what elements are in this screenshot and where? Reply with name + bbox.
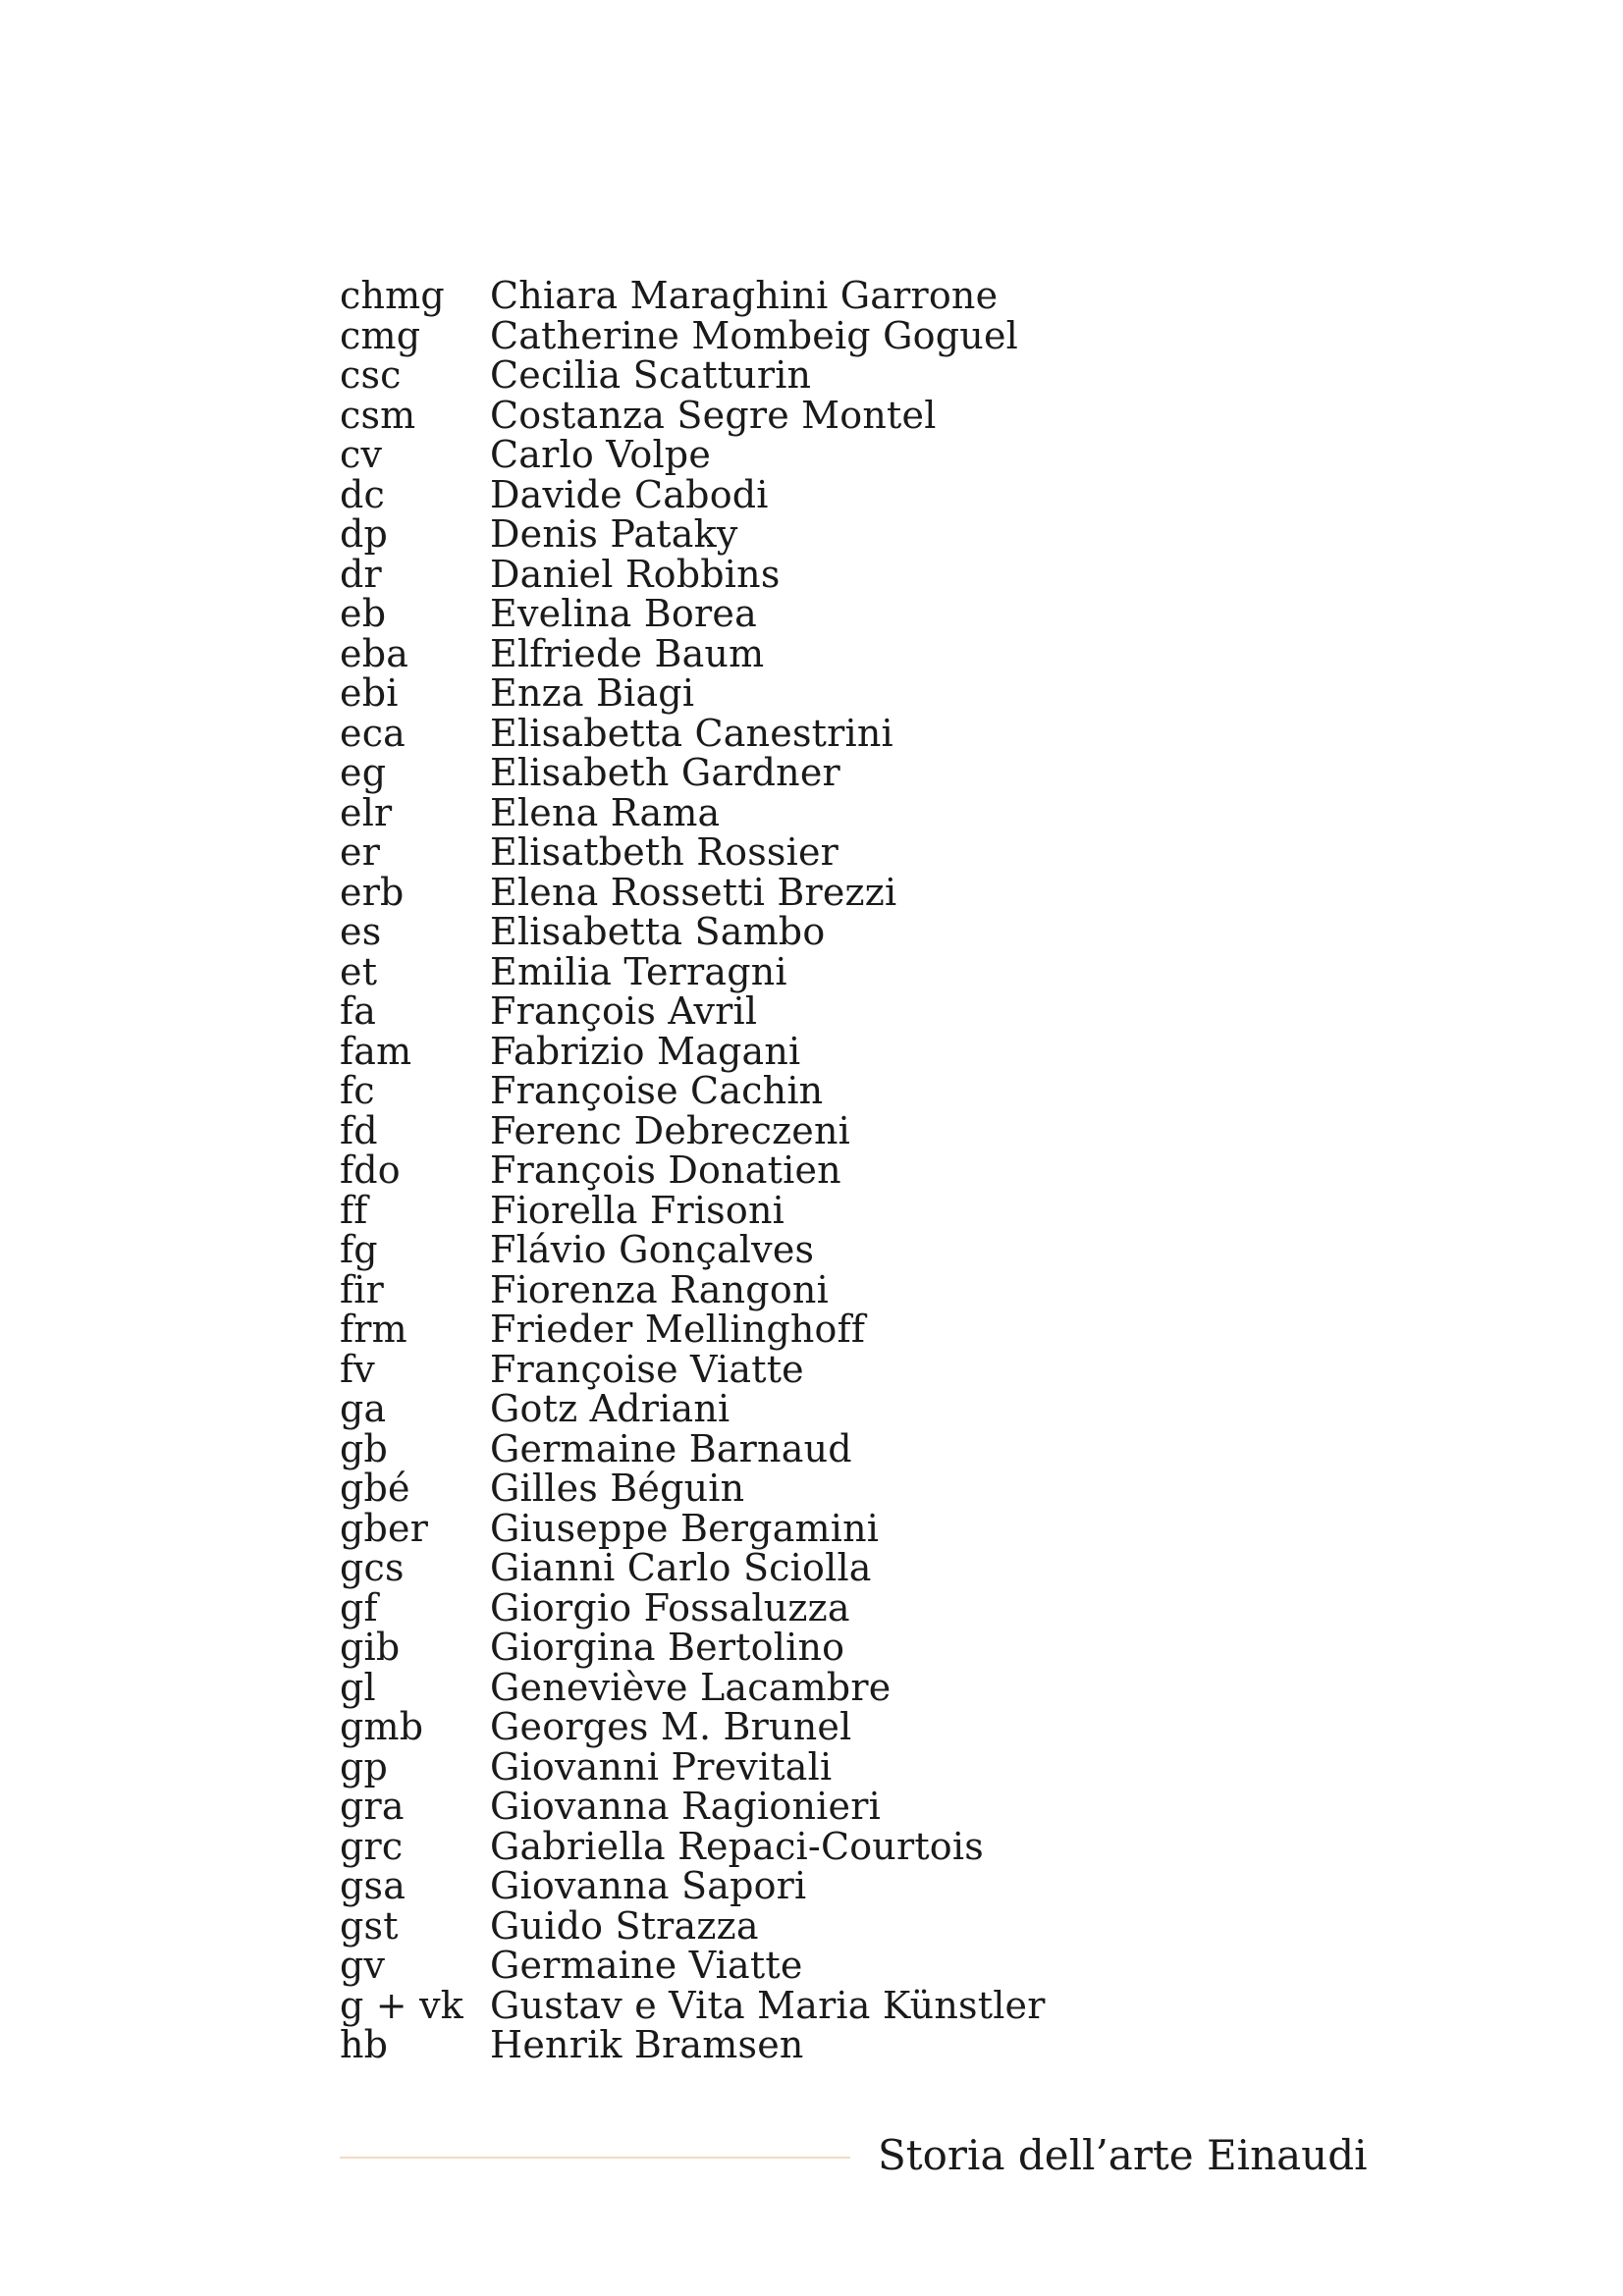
list-item: [340, 1903, 1322, 1948]
entry-abbreviation: gl: [340, 1665, 376, 1709]
list-item: [340, 355, 1322, 396]
list-item: [340, 1426, 1322, 1470]
entry-abbreviation: fir: [340, 1267, 384, 1311]
entry-abbreviation: chmg: [340, 274, 445, 317]
entry-name: Elisabeth Gardner: [490, 751, 840, 794]
entry-name: Ferenc Debreczeni: [490, 1108, 851, 1152]
list-item: [340, 393, 1322, 437]
footer-title: Storia dell’arte Einaudi: [878, 2131, 1368, 2179]
entry-abbreviation: frm: [340, 1308, 407, 1351]
entry-name: Fiorenza Rangoni: [490, 1267, 829, 1311]
entry-name: Cecilia Scatturin: [490, 353, 812, 397]
entry-abbreviation: eca: [340, 711, 406, 755]
entry-name: Flávio Gonçalves: [490, 1228, 815, 1271]
entry-abbreviation: gsa: [340, 1864, 406, 1907]
entry-name: Evelina Borea: [490, 592, 757, 635]
entry-name: Giovanni Previtali: [490, 1744, 833, 1789]
entry-name: Fabrizio Magani: [490, 1029, 801, 1073]
entry-name: Denis Pataky: [490, 512, 738, 556]
entry-name: Daniel Robbins: [490, 552, 781, 596]
list-item: [340, 1506, 1322, 1550]
entry-abbreviation: fd: [340, 1108, 378, 1152]
list-item: [340, 276, 1322, 316]
entry-name: Guido Strazza: [490, 1903, 759, 1948]
list-item: [340, 1309, 1322, 1350]
entry-name: Giorgio Fossaluzza: [490, 1585, 850, 1629]
entry-name: Gianni Carlo Sciolla: [490, 1546, 872, 1589]
entry-name: François Avril: [490, 989, 758, 1033]
entry-name: Chiara Maraghini Garrone: [490, 274, 999, 317]
list-item: [340, 435, 1322, 475]
entry-abbreviation: g + vk: [340, 1983, 464, 2027]
entry-abbreviation: elr: [340, 790, 393, 834]
entry-abbreviation: gb: [340, 1426, 389, 1470]
list-item: [340, 2025, 1322, 2065]
list-item: [340, 1707, 1322, 1747]
list-item: [340, 711, 1322, 755]
entry-name: Giovanna Sapori: [490, 1864, 807, 1907]
entry-abbreviation: er: [340, 830, 381, 874]
entry-abbreviation: csc: [340, 353, 402, 397]
list-item: [340, 1071, 1322, 1111]
entry-name: Françoise Cachin: [490, 1069, 824, 1112]
entry-name: Elena Rama: [490, 790, 721, 834]
entry-abbreviation: erb: [340, 870, 405, 914]
entry-name: Frieder Mellinghoff: [490, 1308, 866, 1351]
list-item: [340, 870, 1322, 914]
entry-name: Gustav e Vita Maria Künstler: [490, 1983, 1046, 2027]
list-item: [340, 1548, 1322, 1588]
list-item: [340, 991, 1322, 1032]
list-item: [340, 1866, 1322, 1906]
entry-name: François Donatien: [490, 1148, 841, 1192]
entry-name: Giovanna Ragionieri: [490, 1785, 881, 1828]
entry-name: Geneviève Lacambre: [490, 1665, 892, 1709]
entry-abbreviation: csm: [340, 393, 416, 437]
entry-name: Costanza Segre Montel: [490, 393, 937, 437]
list-item: [340, 1585, 1322, 1629]
list-item: [340, 1029, 1322, 1073]
entry-abbreviation: gf: [340, 1585, 378, 1629]
entry-abbreviation: et: [340, 949, 378, 993]
list-item: [340, 594, 1322, 634]
list-item: [340, 1188, 1322, 1232]
entry-name: Emilia Terragni: [490, 949, 787, 993]
footer-rule: [340, 2157, 850, 2159]
entry-name: Davide Cabodi: [490, 472, 769, 516]
entry-abbreviation: cmg: [340, 313, 421, 357]
list-item: [340, 1150, 1322, 1191]
list-item: [340, 472, 1322, 516]
entry-abbreviation: gv: [340, 1944, 386, 1987]
entry-name: Fiorella Frisoni: [490, 1188, 784, 1232]
entry-abbreviation: eb: [340, 592, 387, 635]
entry-name: Henrik Bramsen: [490, 2023, 804, 2066]
entry-abbreviation: ga: [340, 1387, 387, 1430]
list-item: [340, 1468, 1322, 1509]
entry-abbreviation: gst: [340, 1903, 399, 1948]
list-item: [340, 552, 1322, 596]
list-item: [340, 949, 1322, 993]
entry-name: Catherine Mombeig Goguel: [490, 313, 1018, 357]
entry-name: Georges M. Brunel: [490, 1705, 852, 1748]
list-item: [340, 912, 1322, 952]
list-item: [340, 1946, 1322, 1986]
list-item: [340, 1347, 1322, 1391]
list-item: [340, 753, 1322, 793]
list-item: [340, 1389, 1322, 1429]
entry-abbreviation: gib: [340, 1626, 401, 1669]
entry-name: Elisatbeth Rossier: [490, 830, 839, 874]
entry-abbreviation: eg: [340, 751, 387, 794]
entry-abbreviation: gp: [340, 1744, 389, 1789]
entry-abbreviation: dc: [340, 472, 386, 516]
entry-abbreviation: fdo: [340, 1148, 401, 1192]
list-item: [340, 631, 1322, 675]
entry-name: Elena Rossetti Brezzi: [490, 870, 897, 914]
entry-abbreviation: gmb: [340, 1705, 424, 1748]
entry-abbreviation: ff: [340, 1188, 368, 1232]
list-item: [340, 514, 1322, 555]
entry-name: Gilles Béguin: [490, 1467, 745, 1510]
entry-abbreviation: gcs: [340, 1546, 405, 1589]
list-item: [340, 1787, 1322, 1827]
entry-abbreviation: gber: [340, 1506, 429, 1550]
entry-name: Giuseppe Bergamini: [490, 1506, 880, 1550]
list-item: [340, 313, 1322, 357]
list-item: [340, 832, 1322, 873]
list-item: [340, 1108, 1322, 1152]
entry-name: Enza Biagi: [490, 671, 695, 715]
entry-abbreviation: ebi: [340, 671, 399, 715]
entry-abbreviation: grc: [340, 1824, 404, 1868]
entry-abbreviation: fc: [340, 1069, 375, 1112]
entry-abbreviation: dr: [340, 552, 382, 596]
list-item: [340, 1665, 1322, 1709]
entry-abbreviation: dp: [340, 512, 389, 556]
entry-abbreviation: fa: [340, 989, 377, 1033]
list-item: [340, 790, 1322, 834]
list-item: [340, 1983, 1322, 2027]
list-item: [340, 1628, 1322, 1668]
entry-abbreviation: gra: [340, 1785, 405, 1828]
contributors-list: [340, 276, 1322, 2065]
list-item: [340, 1744, 1322, 1789]
list-item: [340, 1230, 1322, 1270]
entry-abbreviation: cv: [340, 433, 383, 476]
entry-name: Carlo Volpe: [490, 433, 712, 476]
list-item: [340, 673, 1322, 714]
entry-abbreviation: gbé: [340, 1467, 410, 1510]
entry-name: Françoise Viatte: [490, 1347, 804, 1391]
list-item: [340, 1824, 1322, 1868]
entry-abbreviation: es: [340, 910, 382, 953]
entry-name: Gotz Adriani: [490, 1387, 730, 1430]
entry-name: Elfriede Baum: [490, 631, 765, 675]
entry-name: Gabriella Repaci-Courtois: [490, 1824, 984, 1868]
entry-name: Germaine Viatte: [490, 1944, 803, 1987]
entry-abbreviation: fam: [340, 1029, 412, 1073]
entry-name: Germaine Barnaud: [490, 1426, 852, 1470]
entry-name: Elisabetta Canestrini: [490, 711, 893, 755]
entry-abbreviation: hb: [340, 2023, 389, 2066]
entry-abbreviation: eba: [340, 631, 409, 675]
entry-name: Giorgina Bertolino: [490, 1626, 845, 1669]
entry-name: Elisabetta Sambo: [490, 910, 826, 953]
entry-abbreviation: fv: [340, 1347, 375, 1391]
entry-abbreviation: fg: [340, 1228, 378, 1271]
list-item: [340, 1267, 1322, 1311]
